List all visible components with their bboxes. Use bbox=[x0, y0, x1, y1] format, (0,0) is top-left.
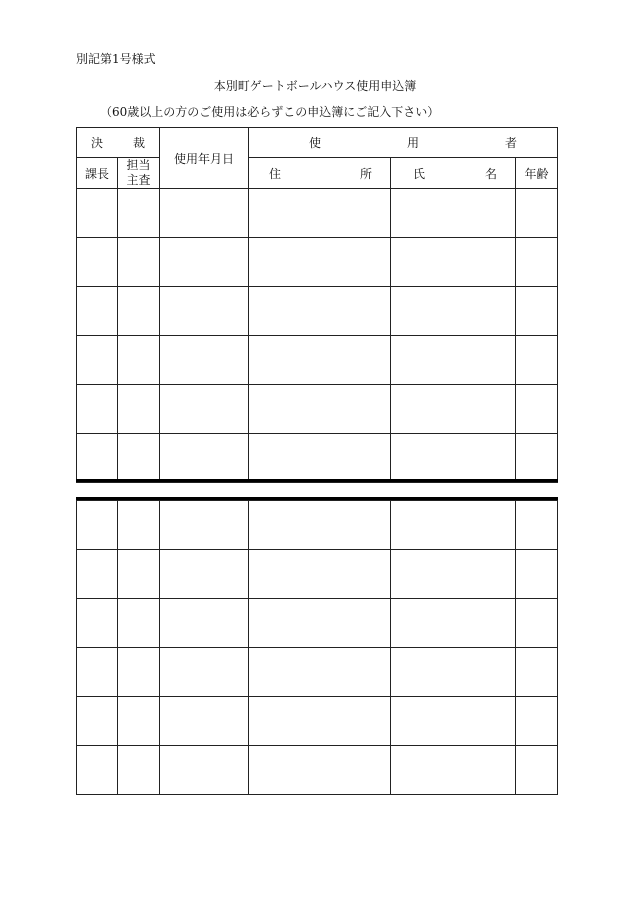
staff-cell[interactable] bbox=[118, 287, 160, 336]
entry-row bbox=[77, 648, 558, 697]
staff-cell[interactable] bbox=[118, 336, 160, 385]
date-cell[interactable] bbox=[160, 385, 249, 434]
bottom-rows bbox=[77, 501, 558, 795]
document-title: 本別町ゲートボールハウス使用申込簿 bbox=[213, 79, 417, 93]
age-cell[interactable] bbox=[516, 189, 558, 238]
age-cell[interactable] bbox=[516, 550, 558, 599]
address-cell[interactable] bbox=[249, 550, 391, 599]
date-cell[interactable] bbox=[160, 746, 249, 795]
staff-cell[interactable] bbox=[118, 434, 160, 483]
staff-cell[interactable] bbox=[118, 599, 160, 648]
name-cell[interactable] bbox=[391, 336, 516, 385]
name-cell[interactable] bbox=[391, 746, 516, 795]
top-rows bbox=[77, 189, 558, 483]
name-cell[interactable] bbox=[391, 501, 516, 550]
address-cell[interactable] bbox=[249, 287, 391, 336]
application-register-table bbox=[76, 127, 558, 483]
name-header bbox=[391, 158, 516, 189]
date-cell[interactable] bbox=[160, 336, 249, 385]
entry-row bbox=[77, 550, 558, 599]
address-cell[interactable] bbox=[249, 189, 391, 238]
application-register-table-continued bbox=[76, 500, 558, 795]
age-cell[interactable] bbox=[516, 648, 558, 697]
name-cell[interactable] bbox=[391, 697, 516, 746]
date-cell[interactable] bbox=[160, 550, 249, 599]
age-cell[interactable] bbox=[516, 336, 558, 385]
address-header bbox=[249, 158, 391, 189]
address-cell[interactable] bbox=[249, 336, 391, 385]
user-header-char-2: 用 bbox=[406, 136, 419, 150]
name-header-char-1: 氏 bbox=[413, 166, 426, 181]
date-cell[interactable] bbox=[160, 434, 249, 483]
staff-cell[interactable] bbox=[118, 697, 160, 746]
chief-cell[interactable] bbox=[77, 189, 118, 238]
age-cell[interactable] bbox=[516, 746, 558, 795]
address-cell[interactable] bbox=[249, 697, 391, 746]
name-cell[interactable] bbox=[391, 434, 516, 483]
entry-row bbox=[77, 189, 558, 238]
chief-cell[interactable] bbox=[77, 434, 118, 483]
entry-row bbox=[77, 697, 558, 746]
chief-cell[interactable] bbox=[77, 697, 118, 746]
chief-cell[interactable] bbox=[77, 385, 118, 434]
age-cell[interactable] bbox=[516, 599, 558, 648]
entry-row bbox=[77, 287, 558, 336]
date-cell[interactable] bbox=[160, 287, 249, 336]
date-cell[interactable] bbox=[160, 648, 249, 697]
address-cell[interactable] bbox=[249, 238, 391, 287]
address-cell[interactable] bbox=[249, 746, 391, 795]
approval-header-char-2: 裁 bbox=[132, 136, 145, 150]
address-cell[interactable] bbox=[249, 501, 391, 550]
entry-row bbox=[77, 434, 558, 483]
address-header-char-1: 住 bbox=[269, 166, 282, 181]
entry-row bbox=[77, 501, 558, 550]
name-header-char-2: 名 bbox=[484, 166, 497, 181]
form-id: 別記第1号様式 bbox=[76, 52, 156, 66]
age-cell[interactable] bbox=[516, 385, 558, 434]
entry-row bbox=[77, 746, 558, 795]
date-cell[interactable] bbox=[160, 599, 249, 648]
age-header: 年齢 bbox=[516, 158, 558, 189]
staff-cell[interactable] bbox=[118, 501, 160, 550]
staff-header bbox=[118, 158, 160, 189]
address-cell[interactable] bbox=[249, 648, 391, 697]
approval-header bbox=[77, 128, 160, 158]
chief-cell[interactable] bbox=[77, 648, 118, 697]
address-cell[interactable] bbox=[249, 434, 391, 483]
staff-cell[interactable] bbox=[118, 238, 160, 287]
staff-cell[interactable] bbox=[118, 746, 160, 795]
user-header-char-3: 者 bbox=[504, 136, 517, 150]
entry-row bbox=[77, 238, 558, 287]
chief-cell[interactable] bbox=[77, 287, 118, 336]
address-header-char-2: 所 bbox=[359, 166, 372, 181]
chief-cell[interactable] bbox=[77, 599, 118, 648]
date-cell[interactable] bbox=[160, 189, 249, 238]
age-cell[interactable] bbox=[516, 697, 558, 746]
staff-header-line-2: 主査 bbox=[126, 173, 151, 187]
name-cell[interactable] bbox=[391, 385, 516, 434]
name-cell[interactable] bbox=[391, 189, 516, 238]
date-cell[interactable] bbox=[160, 697, 249, 746]
staff-cell[interactable] bbox=[118, 648, 160, 697]
chief-cell[interactable] bbox=[77, 746, 118, 795]
chief-cell[interactable] bbox=[77, 501, 118, 550]
name-cell[interactable] bbox=[391, 550, 516, 599]
section-divider-top bbox=[76, 479, 558, 482]
date-header: 使用年月日 bbox=[160, 128, 249, 189]
date-cell[interactable] bbox=[160, 501, 249, 550]
age-cell[interactable] bbox=[516, 501, 558, 550]
name-cell[interactable] bbox=[391, 238, 516, 287]
name-cell[interactable] bbox=[391, 648, 516, 697]
date-cell[interactable] bbox=[160, 238, 249, 287]
staff-cell[interactable] bbox=[118, 189, 160, 238]
staff-cell[interactable] bbox=[118, 550, 160, 599]
chief-cell[interactable] bbox=[77, 550, 118, 599]
staff-header-line-1: 担当 bbox=[126, 158, 151, 172]
address-cell[interactable] bbox=[249, 599, 391, 648]
chief-header: 課長 bbox=[77, 158, 118, 189]
age-cell[interactable] bbox=[516, 238, 558, 287]
user-header bbox=[249, 128, 558, 158]
chief-cell[interactable] bbox=[77, 238, 118, 287]
approval-header-char-1: 決 bbox=[91, 136, 104, 150]
entry-row bbox=[77, 385, 558, 434]
name-cell[interactable] bbox=[391, 599, 516, 648]
chief-cell[interactable] bbox=[77, 336, 118, 385]
age-cell[interactable] bbox=[516, 287, 558, 336]
user-header-char-1: 使 bbox=[309, 136, 322, 150]
address-cell[interactable] bbox=[249, 385, 391, 434]
usage-note: （60歳以上の方のご使用は必らずこの申込簿にご記入下さい） bbox=[100, 105, 440, 119]
entry-row bbox=[77, 599, 558, 648]
name-cell[interactable] bbox=[391, 287, 516, 336]
staff-cell[interactable] bbox=[118, 385, 160, 434]
entry-row bbox=[77, 336, 558, 385]
age-cell[interactable] bbox=[516, 434, 558, 483]
